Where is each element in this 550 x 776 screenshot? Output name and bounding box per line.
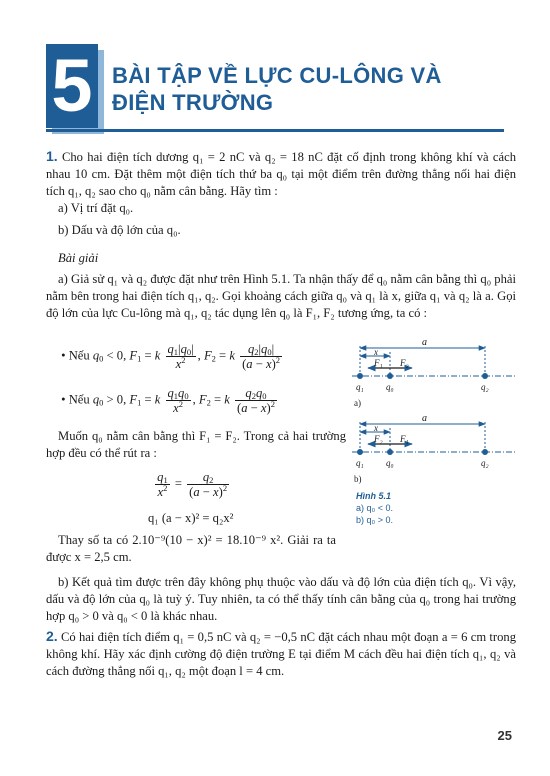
label-q1-b: q₁	[356, 458, 364, 468]
figure-a	[352, 338, 515, 408]
label-q2-b: q₂	[481, 458, 489, 468]
page-number: 25	[497, 728, 512, 743]
label-x: x	[374, 347, 378, 357]
exercise-1	[46, 148, 516, 200]
label-q1: q₁	[356, 382, 364, 392]
exercise-1-text: Cho hai điện tích dương q₁ = 2 nC và q₂ = 18 nC đặt cố định trong không khí và cách nhau 10 cm. Đặt thêm một điện tích thứ ba q₀ tại một điểm trên đường thẳng nối hai điện tích q₁, q₂ sao cho q₀ nằm cân bằng. Hãy tìm :	[46, 150, 516, 198]
case-1: • Nếu $q_0 < 0$, $F_1 = k$ $\frac{q_1|q_0|}{x^2}$ , $F_2 = k$ $\frac{q_2|q_0|}{(a - x)^2}$	[58, 342, 281, 371]
label-a-b: a	[422, 413, 427, 424]
figure-caption-title: Hình 5.1	[356, 491, 392, 501]
balance-condition: Muốn q₀ nằm cân bằng thì F₁ = F₂. Trong cả hai trường hợp đều có thể rút ra :	[46, 429, 346, 460]
figure-caption-b: b) q₀ > 0.	[356, 515, 394, 525]
label-F2: F₂	[400, 358, 409, 368]
label-q2: q₂	[481, 382, 489, 392]
substitution: Thay số ta có 2.10⁻⁹(10 − x)² = 18.10⁻⁹ x². Giải ra ta được x = 2,5 cm.	[46, 533, 336, 564]
label-F1: F₁	[374, 358, 383, 368]
exercise-1-part-b: b) Dấu và độ lớn của q₀.	[58, 223, 181, 237]
label-q0: q₀	[386, 382, 394, 392]
figure-caption-a: a) q₀ < 0.	[356, 503, 394, 513]
label-sub-b: b)	[354, 474, 362, 484]
chapter-title	[112, 62, 442, 116]
exercise-1-part-a: a) Vị trí đặt q₀.	[58, 201, 134, 215]
chapter-title-line2: ĐIỆN TRƯỜNG	[112, 90, 274, 115]
equation-1: $\frac{q_1}{x^2}$ = $\frac{q_2}{(a - x)^2}$	[157, 470, 228, 499]
exercise-2-text: Có hai điện tích điểm q₁ = 0,5 nC và q₂ = −0,5 nC đặt cách nhau một đoạn a = 6 cm trong không khí. Hãy xác định cường độ điện trường E tại điểm M cách đều hai điện tích q₁, q₂ và cách đường thẳng nối q₁, q₂ một đoạn l = 4 cm.	[46, 630, 516, 678]
charge-q1	[357, 373, 363, 379]
label-q0-b: q₀	[386, 458, 394, 468]
charge-q2-b	[482, 449, 488, 455]
label-F2-b: F₂	[374, 434, 383, 444]
label-x-b: x	[374, 423, 378, 433]
label-a: a	[422, 338, 427, 348]
chapter-title-line1: BÀI TẬP VỀ LỰC CU-LÔNG VÀ	[112, 63, 442, 88]
equation-2: q₁ (a − x)² = q₂x²	[148, 511, 234, 525]
charge-q2	[482, 373, 488, 379]
header-rule	[46, 129, 504, 132]
exercise-2	[46, 628, 516, 680]
figure-b	[352, 413, 515, 484]
figure-caption	[356, 490, 393, 526]
solution-part-a: a) Giả sử q₁ và q₂ được đặt như trên Hình 5.1. Ta nhận thấy để q₀ nằm cân bằng thì q₀ phải nằm bên trong hai điện tích q₁, q₂. Gọi khoảng cách giữa q₀ và q₁ là x, giữa q₁ và q₂ là a. Gọi độ lớn của lực Cu-lông mà q₁, q₂ tác dụng lên q₀ là F₁, F₂ tương ứng, ta có :	[46, 272, 516, 320]
figure-5-1	[350, 338, 520, 508]
label-F1-b: F₁	[400, 434, 409, 444]
charge-q1-b	[357, 449, 363, 455]
solution-label: Bài giải	[58, 251, 99, 265]
charge-q0	[387, 373, 393, 379]
label-sub-a: a)	[354, 398, 361, 408]
charge-q0-b	[387, 449, 393, 455]
exercise-2-number: 2.	[46, 628, 58, 644]
solution-part-b: b) Kết quả tìm được trên đây không phụ thuộc vào dấu và độ lớn của điện tích q₀. Vì vậy, dấu và độ lớn của q₀ là tuỳ ý. Tuy nhiên, ta có thể thấy tính cân bằng của q₀ trong hai trường hợp q₀ > 0 và q₀ < 0 là khác nhau.	[46, 575, 516, 623]
exercise-1-number: 1.	[46, 148, 58, 164]
case-2: • Nếu $q_0 > 0$, $F_1 = k$ $\frac{q_1q_0}{x^2}$ , $F_2 = k$ $\frac{q_2q_0}{(a - x)^2}$	[58, 386, 275, 415]
chapter-number: 5	[46, 44, 98, 128]
